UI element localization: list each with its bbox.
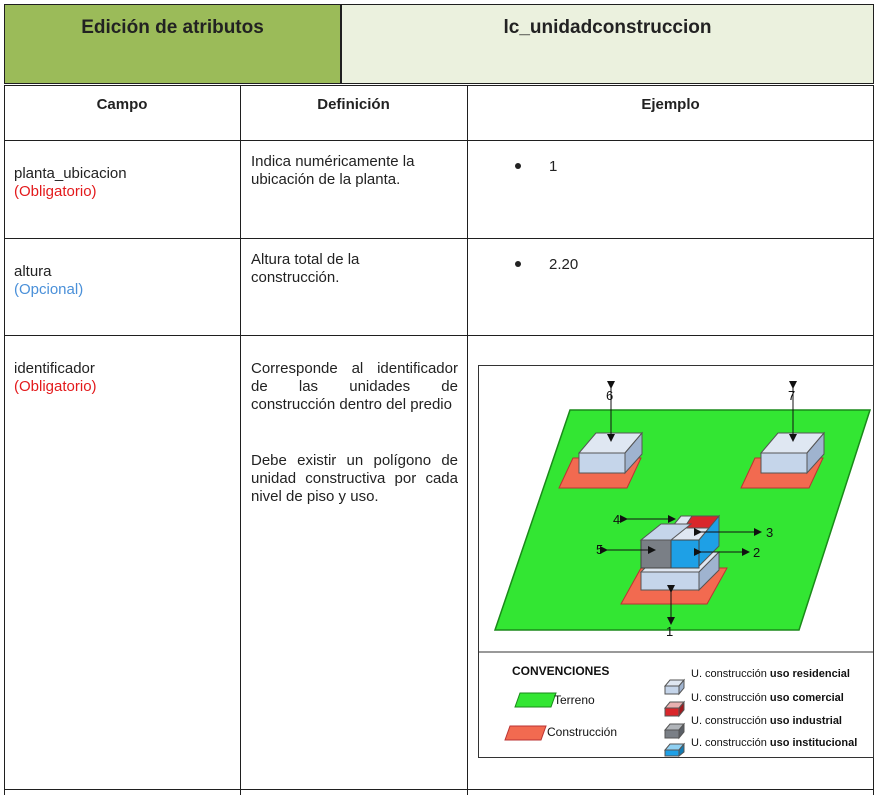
field-name: planta_ubicacion bbox=[14, 165, 127, 182]
field-definition: Indica numéricamente la ubicación de la planta. bbox=[251, 153, 415, 188]
example-value: 2.20 bbox=[549, 256, 579, 273]
column-divider-2 bbox=[467, 85, 468, 795]
conventions-title: CONVENCIONES bbox=[512, 664, 610, 678]
svg-text:U. construcción uso industrial: U. construcción uso industrial bbox=[691, 715, 842, 727]
legend-institutional bbox=[665, 737, 857, 756]
svg-text:U. construcción uso residencia: U. construcción uso residencial bbox=[691, 668, 850, 680]
header-right-cell bbox=[341, 4, 874, 84]
column-divider-1 bbox=[240, 85, 241, 795]
row-divider-1 bbox=[4, 140, 874, 141]
terrain-swatch-icon bbox=[515, 693, 556, 707]
svg-text:U. construcción uso comercial: U. construcción uso comercial bbox=[691, 692, 844, 704]
table-border-left bbox=[4, 85, 5, 795]
optional-badge: (Opcional) bbox=[14, 281, 84, 298]
column-header-campo: Campo bbox=[96, 96, 148, 113]
field-name: altura bbox=[14, 263, 52, 280]
field-definition-paragraph-2: Debe existir un polígono de unidad constructiva por cada nivel de piso y uso. bbox=[251, 452, 458, 505]
bullet-icon bbox=[515, 163, 521, 169]
required-badge: (Obligatorio) bbox=[14, 183, 97, 200]
required-badge: (Obligatorio) bbox=[14, 378, 97, 395]
legend-commercial bbox=[665, 692, 844, 716]
legend-residential bbox=[665, 668, 850, 694]
field-definition-paragraph-1: Corresponde al identificador de las unidades de construcción dentro del predio bbox=[251, 360, 458, 413]
row-divider-3 bbox=[4, 335, 874, 336]
header-left-cell bbox=[4, 4, 341, 84]
example-value: 1 bbox=[549, 158, 558, 175]
label-3: 3 bbox=[766, 525, 774, 540]
label-5: 5 bbox=[596, 542, 604, 557]
column-header-ejemplo: Ejemplo bbox=[641, 96, 700, 113]
label-1: 1 bbox=[666, 624, 674, 639]
construction-label: Construcción bbox=[547, 725, 618, 739]
terrain-label: Terreno bbox=[554, 693, 595, 707]
field-definition: Altura total de la construcción. bbox=[251, 251, 360, 286]
column-header-definicion: Definición bbox=[317, 96, 390, 113]
svg-text:U. construcción uso institucio: U. construcción uso institucional bbox=[691, 737, 858, 749]
label-4: 4 bbox=[613, 512, 621, 527]
label-6: 6 bbox=[606, 388, 614, 403]
table-border-top bbox=[4, 85, 874, 86]
bullet-icon bbox=[515, 261, 521, 267]
legend-industrial bbox=[665, 715, 842, 738]
label-2: 2 bbox=[753, 545, 761, 560]
row-divider-4 bbox=[4, 789, 874, 790]
building-units-figure bbox=[478, 365, 874, 758]
row-divider-2 bbox=[4, 238, 874, 239]
header-right-title: lc_unidadconstruccion bbox=[503, 17, 712, 38]
field-name: identificador bbox=[14, 360, 95, 377]
label-7: 7 bbox=[788, 388, 796, 403]
building-units-diagram bbox=[479, 366, 873, 757]
construction-swatch-icon bbox=[505, 726, 546, 740]
header-left-title: Edición de atributos bbox=[81, 17, 264, 38]
